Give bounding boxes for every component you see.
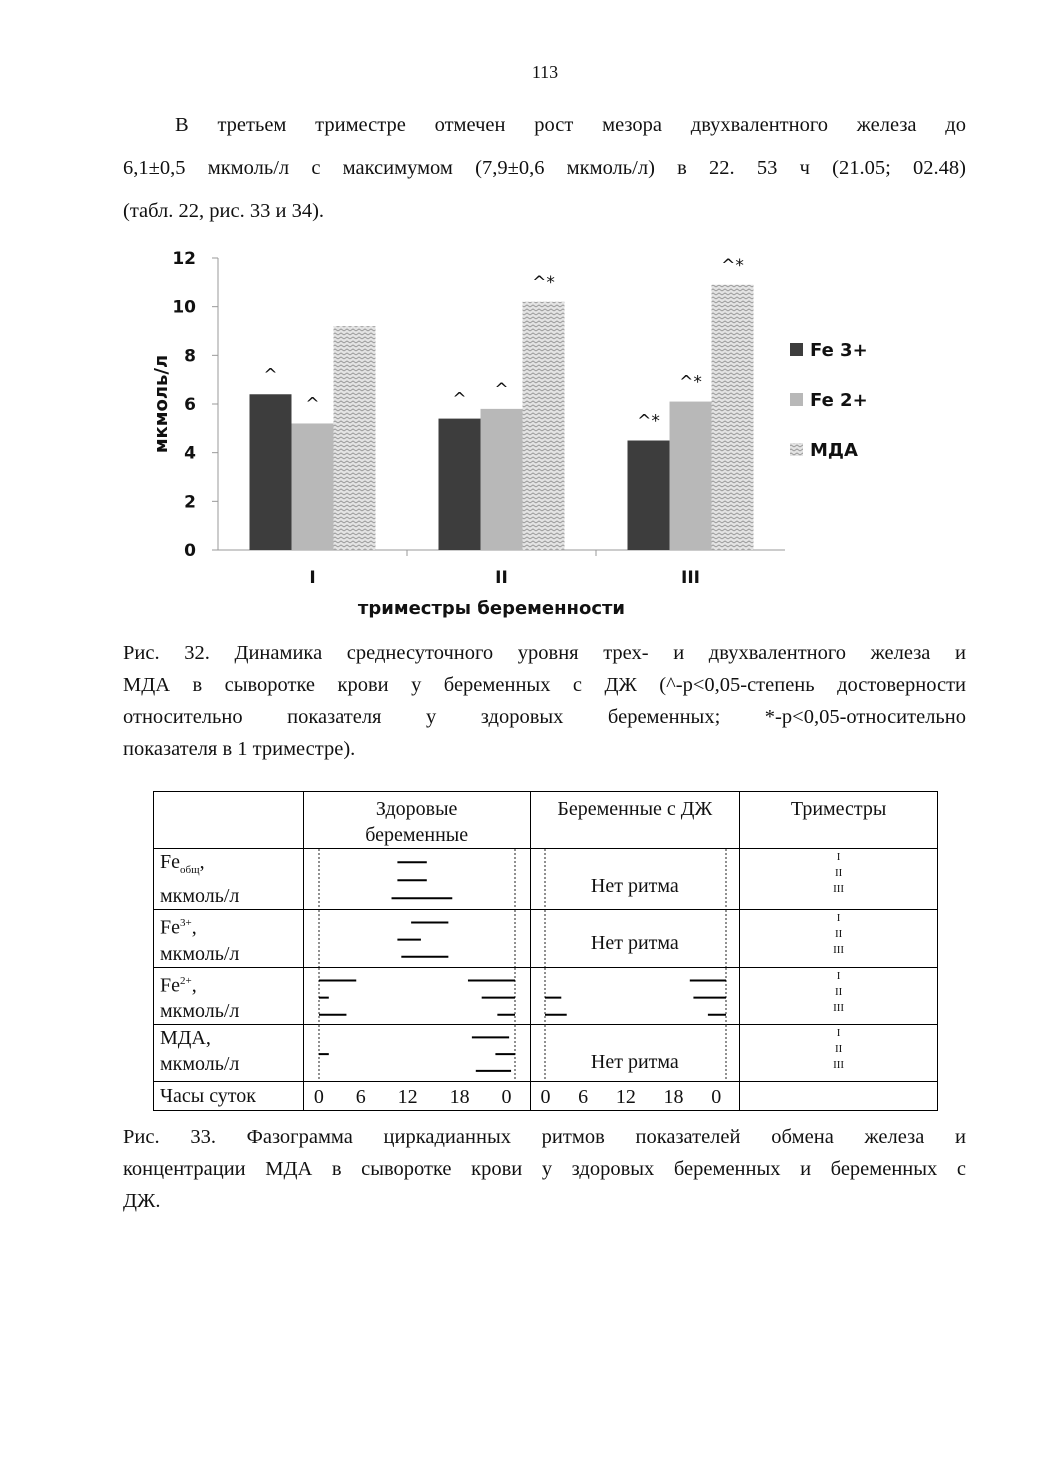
- legend-swatch: [790, 443, 803, 456]
- y-tick-label: 2: [184, 492, 196, 513]
- bar: [439, 419, 481, 550]
- x-axis-title: триместры беременности: [357, 598, 626, 619]
- caption-line: показателя в 1 триместре).: [123, 738, 356, 760]
- caption-line: концентрации МДА в сыворотке крови у здоровых беременных и беременных с: [123, 1158, 966, 1180]
- phase-plot: [304, 910, 530, 967]
- no-rhythm-label: Нет ритма: [590, 1051, 679, 1074]
- bar-annotation: ^: [452, 389, 467, 410]
- bar-annotation: ^*: [721, 255, 744, 276]
- header-empty-cell: [154, 792, 304, 849]
- phase-plot: [531, 968, 740, 1025]
- body-paragraph: [123, 104, 966, 233]
- figure-32-caption: [123, 637, 966, 765]
- y-tick-label: 12: [172, 249, 196, 269]
- chart-bars: [250, 256, 754, 550]
- header-healthy-line: беременные: [365, 824, 469, 846]
- legend-label: Fe 2+: [810, 390, 868, 411]
- bar: [670, 402, 712, 550]
- bar: [628, 441, 670, 551]
- y-axis-title: мкмоль/л: [151, 354, 172, 454]
- dzh-phase-cell: [530, 910, 740, 968]
- legend-swatch: [790, 343, 803, 356]
- bar: [250, 394, 292, 550]
- figure-33-caption: [123, 1121, 966, 1217]
- phasogram-table: [153, 791, 938, 1111]
- healthy-phase-cell: [303, 849, 530, 910]
- trimester-list: I II III: [740, 910, 938, 968]
- bar-annotation: ^: [305, 394, 320, 415]
- y-tick-label: 10: [172, 297, 196, 318]
- caption-line: МДА в сыворотке крови у беременных с ДЖ (^-p<0,05-степень достоверности: [123, 674, 966, 696]
- healthy-hours-axis: 0 6 12 18 0: [303, 1082, 530, 1111]
- y-tick-label: 6: [184, 395, 196, 415]
- row-label-mda: МДА, мкмоль/л: [154, 1025, 304, 1082]
- bar-chart: [140, 240, 900, 625]
- bar-annotation: ^*: [532, 272, 555, 293]
- bar-annotation: ^*: [637, 411, 660, 432]
- phase-plot: [304, 1025, 530, 1081]
- healthy-phase-cell: [303, 967, 530, 1025]
- bar-annotation: ^*: [679, 372, 702, 393]
- bar-annotation: ^: [263, 365, 278, 386]
- page-number: 113: [531, 62, 559, 82]
- dzh-phase-cell: [530, 967, 740, 1025]
- healthy-phase-cell: [303, 910, 530, 968]
- bar: [292, 423, 334, 550]
- y-tick-label: 0: [184, 541, 196, 561]
- row-label-fe-total: $Fe_{общ}$, мкмоль/л: [154, 849, 304, 910]
- empty-cell: [740, 1082, 938, 1111]
- bar: [334, 326, 376, 550]
- dzh-phase-cell: [530, 849, 740, 910]
- legend-label: МДА: [810, 440, 858, 461]
- legend-label: Fe 3+: [810, 340, 868, 361]
- header-trimesters: Триместры: [740, 792, 938, 849]
- y-tick-label: 8: [184, 346, 196, 367]
- trimester-list: I II III: [740, 849, 938, 910]
- healthy-phase-cell: [303, 1025, 530, 1082]
- paragraph-line: 6,1±0,5 мкмоль/л с максимумом (7,9±0,6 мкмоль/л) в 22. 53 ч (21.05; 02.48): [123, 157, 966, 179]
- row-label-fe3: $Fe^{3+}$, мкмоль/л: [154, 910, 304, 968]
- x-tick-label: I: [309, 568, 316, 588]
- dzh-phase-cell: [530, 1025, 740, 1082]
- no-rhythm-label: Нет ритма: [590, 875, 679, 897]
- row-label-fe2: $Fe^{2+}$, мкмоль/л: [154, 967, 304, 1025]
- x-tick-label: II: [495, 568, 508, 588]
- phase-plot: [304, 849, 530, 909]
- hours-label: Часы суток: [154, 1082, 304, 1111]
- dzh-hours-axis: 0 6 12 18 0: [530, 1082, 740, 1111]
- y-tick-label: 4: [184, 443, 196, 464]
- header-healthy-line: Здоровые: [375, 798, 458, 820]
- header-healthy: [303, 792, 530, 849]
- header-dzh: Беременные с ДЖ: [530, 792, 740, 849]
- bar-annotation: ^: [494, 379, 509, 400]
- caption-line: Рис. 32. Динамика среднесуточного уровня трех- и двухвалентного железа и: [123, 642, 966, 664]
- no-rhythm-label: Нет ритма: [590, 932, 679, 954]
- caption-line: Рис. 33. Фазограмма циркадианных ритмов показателей обмена железа и: [123, 1126, 966, 1148]
- phase-plot: [304, 968, 530, 1025]
- x-tick-label: III: [681, 568, 700, 588]
- chart-legend: [790, 340, 868, 461]
- legend-swatch: [790, 393, 803, 406]
- caption-line: ДЖ.: [123, 1190, 161, 1212]
- paragraph-line: В третьем триместре отмечен рост мезора двухвалентного железа до: [175, 114, 966, 136]
- bar: [481, 409, 523, 550]
- bar: [523, 302, 565, 550]
- paragraph-line: (табл. 22, рис. 33 и 34).: [123, 200, 325, 222]
- caption-line: относительно показателя у здоровых беременных; *-p<0,05-относительно: [123, 706, 966, 728]
- trimester-list: I II III: [740, 1025, 938, 1082]
- trimester-list: I II III: [740, 967, 938, 1025]
- bar: [712, 285, 754, 550]
